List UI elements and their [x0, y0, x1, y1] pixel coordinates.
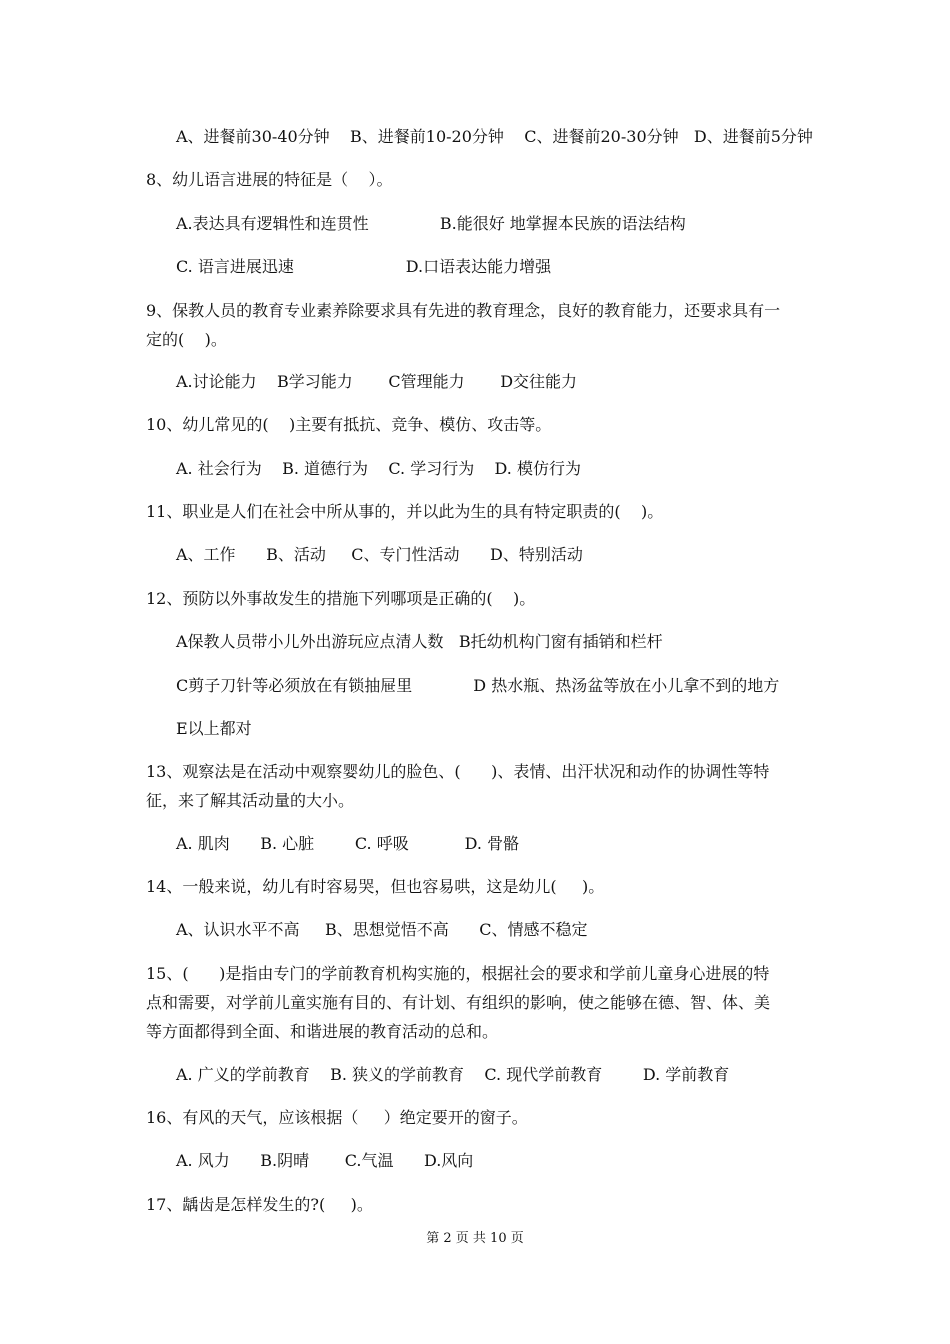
q14-options: A、认识水平不高 B、思想觉悟不高 C、情感不稳定 [176, 920, 588, 939]
q12-options-row1: A保教人员带小儿外出游玩应点清人数 B托幼机构门窗有插销和栏杆 [176, 632, 663, 651]
q12-options-row2: C剪子刀针等必须放在有锁抽屉里 D 热水瓶、热汤盆等放在小儿拿不到的地方 [176, 676, 780, 695]
q12-options-row3: E以上都对 [176, 719, 252, 738]
q15-stem-line3: 等方面都得到全面、和谐进展的教育活动的总和。 [146, 1022, 499, 1041]
page-number-footer: 第 2 页 共 10 页 [426, 1231, 524, 1246]
q11-options: A、工作 B、活动 C、专门性活动 D、特别活动 [176, 545, 583, 564]
q16-options: A. 风力 B.阴晴 C.气温 D.风向 [176, 1151, 474, 1170]
q15-stem-line2: 点和需要，对学前儿童实施有目的、有计划、有组织的影响，使之能够在德、智、体、美 [146, 993, 771, 1012]
q10-options: A. 社会行为 B. 道德行为 C. 学习行为 D. 模仿行为 [176, 459, 581, 478]
q9-stem-line1: 9、保教人员的教育专业素养除要求具有先进的教育理念，良好的教育能力，还要求具有一 [146, 301, 781, 320]
q16-stem: 16、有风的天气，应该根据（ ）绝定要开的窗子。 [146, 1108, 528, 1127]
q9-stem-line2: 定的( )。 [146, 330, 227, 349]
q13-stem-line2: 征，来了解其活动量的大小。 [146, 791, 355, 810]
q8-options-row1: A.表达具有逻辑性和连贯性 B.能很好 地掌握本民族的语法结构 [176, 214, 686, 233]
q9-options: A.讨论能力 B学习能力 C管理能力 D交往能力 [176, 372, 578, 391]
q15-options: A. 广义的学前教育 B. 狭义的学前教育 C. 现代学前教育 D. 学前教育 [176, 1065, 730, 1084]
q11-stem: 11、职业是人们在社会中所从事的，并以此为生的具有特定职责的( )。 [146, 502, 664, 521]
q15-stem-line1: 15、( )是指由专门的学前教育机构实施的，根据社会的要求和学前儿童身心进展的特 [146, 964, 770, 983]
q7-options: A、进餐前30-40分钟 B、进餐前10-20分钟 C、进餐前20-30分钟 D、进餐前5分钟 [176, 127, 813, 146]
q8-options-row2: C. 语言进展迅速 D.口语表达能力增强 [176, 257, 552, 276]
q13-options: A. 肌肉 B. 心脏 C. 呼吸 D. 骨骼 [176, 834, 520, 853]
q12-stem: 12、预防以外事故发生的措施下列哪项是正确的( )。 [146, 589, 536, 608]
q8-stem: 8、幼儿语言进展的特征是（ ）。 [146, 170, 393, 189]
q10-stem: 10、幼儿常见的( )主要有抵抗、竞争、模仿、攻击等。 [146, 415, 552, 434]
q17-stem: 17、龋齿是怎样发生的?( )。 [146, 1195, 373, 1214]
q14-stem: 14、一般来说，幼儿有时容易哭，但也容易哄，这是幼儿( )。 [146, 877, 605, 896]
q13-stem-line1: 13、观察法是在活动中观察婴幼儿的脸色、( )、表情、出汗状况和动作的协调性等特 [146, 762, 770, 781]
